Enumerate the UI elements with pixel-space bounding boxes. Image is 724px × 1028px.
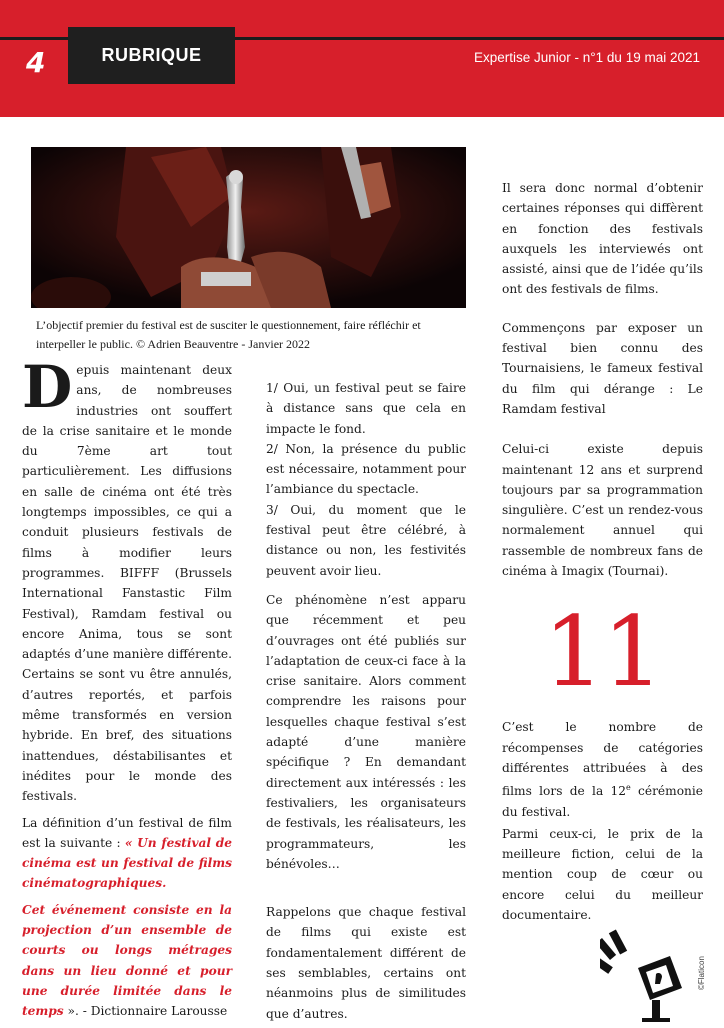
definition-lead: La définition d’un festival de film est la suivante : bbox=[22, 815, 232, 850]
right-paragraph-4 bbox=[502, 717, 703, 822]
page-number: 4 bbox=[26, 46, 46, 79]
definition-paragraph bbox=[22, 813, 232, 894]
big-number: 11 bbox=[543, 596, 662, 709]
vote-hand-icon bbox=[600, 928, 686, 1024]
section-label: RUBRIQUE bbox=[68, 27, 235, 84]
column-left bbox=[22, 353, 232, 1022]
definition-quote-1: « Un festival de cinéma est un festival de films cinématographiques. bbox=[22, 835, 232, 891]
page-header bbox=[0, 0, 724, 117]
definition-source: ». - Dictionnaire Larousse bbox=[63, 1004, 228, 1019]
ordinal-suffix: e bbox=[626, 783, 631, 793]
option-3: 3/ Oui, du moment que le festival peut être célébré, à distance ou non, les festivités peuvent avoir lieu. bbox=[266, 502, 466, 578]
middle-paragraph-2: Rappelons que chaque festival de films qui existe est fondamentalement différent de ses semblables, certains ont néanmoins plus de similitudes que d’autres. bbox=[266, 905, 466, 1021]
right-paragraph-2: Commençons par exposer un festival bien connu des Tournaisiens, le fameux festival du film qui dérange : Le Ramdam festival bbox=[502, 320, 703, 416]
photo-caption: L’objectif premier du festival est de susciter le questionnement, faire réfléchir et interpeller le public. © Adrien Beauventre - Janvier 2022 bbox=[36, 318, 421, 351]
column-right bbox=[502, 178, 703, 925]
intro-paragraph bbox=[22, 353, 232, 807]
definition-paragraph-2 bbox=[22, 900, 232, 1022]
right-paragraph-5: Parmi ceux-ci, le prix de la meilleure fiction, celui de la mention coup de cœur ou encore celui du meilleur documentaire. bbox=[502, 826, 703, 923]
column-middle bbox=[266, 378, 466, 1024]
option-2: 2/ Non, la présence du public est nécessaire, notamment pour l’ambiance du spectacle. bbox=[266, 441, 466, 497]
option-1: 1/ Oui, un festival peut se faire à distance sans que cela en impacte le fond. bbox=[266, 381, 466, 436]
awards-text-end: cérémonie du festival. bbox=[502, 784, 703, 819]
intro-text: epuis maintenant deux ans, de nombreuses industries ont souffert de la crise sanitaire et le monde du 7ème art tout particulièrement. Les diffusions en salle de cinéma ont été très longtemps impossibles, ce qui a conduit plusieurs festivals de films à modifier leurs programmes. BIFFF (Brussels International Fanstastic Film Festival), Ramdam festival ou encore Anima, tous se sont adaptés d’une manière différente. Certains se sont vu être annulés, d’autres reportés, et parfois même transformés en version hybride. En bref, des situations inattendues, déstabilisantes et inédites pour le monde des festivals. bbox=[22, 363, 232, 804]
drop-cap: D bbox=[22, 353, 73, 421]
awards-text: C’est le nombre de récompenses de catégories différentes attribuées à des films lors de la 12 bbox=[502, 720, 703, 799]
definition-quote-2: Cet événement consiste en la projection d’un ensemble de courts ou longs métrages dans un lieu donné et pour une durée limitée dans le temps bbox=[22, 902, 232, 1019]
trophy-photo-illustration bbox=[31, 147, 466, 308]
right-paragraph-1: Il sera donc normal d’obtenir certaines réponses qui diffèrent en fonction des festivals auxquels les interviewés ont assisté, ainsi que de l’idée qu’ils ont des festivals de films. bbox=[502, 181, 703, 297]
right-paragraph-3: Celui-ci existe depuis maintenant 12 ans et surprend toujours par sa programmation singulière. C’est un rendez-vous normalement annuel qui rassemble de nombreux fans de cinéma à Imagix (Tournai). bbox=[502, 442, 703, 579]
ballot-box-icon bbox=[600, 928, 686, 1024]
issue-info: Expertise Junior - n°1 du 19 mai 2021 bbox=[473, 50, 700, 65]
image-credit: ©Flaticon bbox=[697, 956, 706, 990]
middle-paragraph-1: Ce phénomène n’est apparu que récemment et peu d’ouvrages ont été publiés sur l’adaptation de ceux-ci face à la crise sanitaire. Alors comment comprendre les raisons pour lesquelles chaque festival s’est adapté d’une manière spécifique ? En demandant directement aux intéressés : les festivaliers, les organisateurs de festivals, les réalisateurs, les programmateurs, les bénévoles… bbox=[266, 592, 466, 871]
festival-photo bbox=[31, 147, 466, 308]
